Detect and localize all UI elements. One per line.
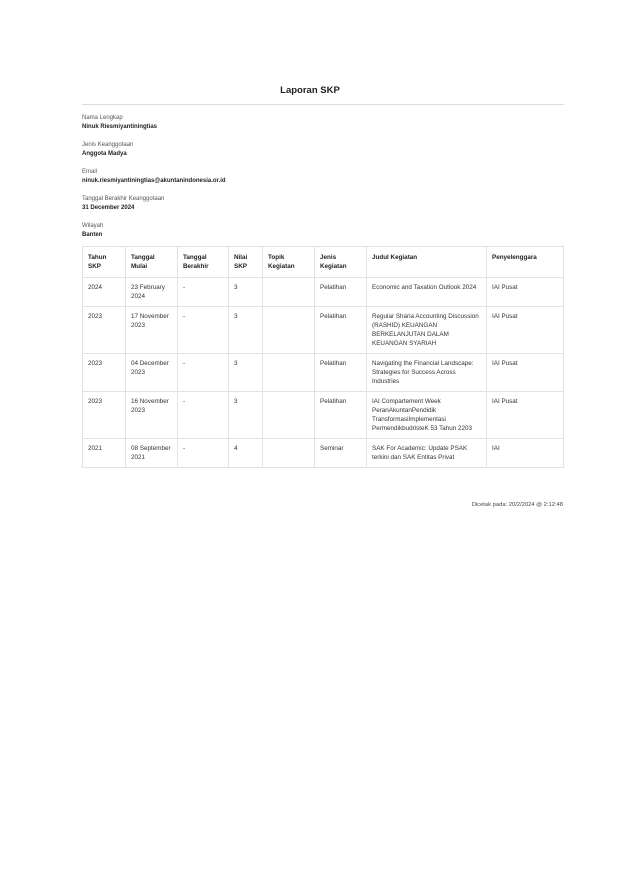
- table-cell: 2023: [83, 392, 126, 439]
- table-cell: Pelatihan: [315, 354, 367, 392]
- table-cell: IAI: [487, 439, 564, 468]
- field-value: 31 December 2024: [82, 205, 135, 211]
- table-cell: 04 December 2023: [126, 354, 178, 392]
- table-cell: [263, 354, 315, 392]
- table-cell: -: [178, 307, 229, 354]
- table-cell: 3: [229, 307, 263, 354]
- table-cell: -: [178, 392, 229, 439]
- table-row: [83, 307, 564, 354]
- table-cell: [263, 307, 315, 354]
- column-header: Jenis Kegiatan: [315, 247, 367, 278]
- table-cell: 23 February 2024: [126, 278, 178, 307]
- table-cell: 17 November 2023: [126, 307, 178, 354]
- table-cell: -: [178, 354, 229, 392]
- column-header: Nilai SKP: [229, 247, 263, 278]
- field-label: Tanggal Berakhir Keanggotaan: [82, 196, 165, 202]
- field-jenis-keanggotaan: [82, 141, 562, 159]
- table-cell: IAI Pusat: [487, 354, 564, 392]
- table-row: [83, 354, 564, 392]
- table-cell: 3: [229, 392, 263, 439]
- skp-table: [82, 246, 564, 468]
- table-cell: -: [178, 278, 229, 307]
- table-cell: IAI Pusat: [487, 392, 564, 439]
- table-cell: Pelatihan: [315, 392, 367, 439]
- table-cell: [263, 278, 315, 307]
- table-cell: IAI Compartement Week PeranAkuntanPendidik TransformasiImplementasi PermendikbudristeK 53 Tahun 2203: [367, 392, 487, 439]
- column-header: Tahun SKP: [83, 247, 126, 278]
- field-nama-lengkap: [82, 114, 562, 132]
- table-cell: Economic and Taxation Outlook 2024: [367, 278, 487, 307]
- table-cell: Pelatihan: [315, 278, 367, 307]
- member-details: [82, 114, 562, 249]
- column-header: Topik Kegiatan: [263, 247, 315, 278]
- field-value: Banten: [82, 232, 103, 238]
- field-label: Wilayah: [82, 223, 104, 229]
- field-wilayah: [82, 222, 562, 240]
- field-tanggal-berakhir: [82, 195, 562, 213]
- table-cell: SAK For Academic: Update PSAK terkini dan SAK Entitas Privat: [367, 439, 487, 468]
- table-cell: Seminar: [315, 439, 367, 468]
- table-cell: Navigating the Financial Landscape: Strategies for Success Across Industries: [367, 354, 487, 392]
- table-row: [83, 439, 564, 468]
- column-header: Tanggal Berakhir: [178, 247, 229, 278]
- title-divider: [82, 104, 564, 105]
- printed-timestamp: Dicetak pada: 20/2/2024 @ 2:12:48: [471, 502, 563, 508]
- field-label: Nama Lengkap: [82, 115, 123, 121]
- table-cell: [263, 392, 315, 439]
- report-title: Laporan SKP: [280, 85, 340, 96]
- field-value: Anggota Madya: [82, 151, 127, 157]
- table-cell: Pelatihan: [315, 307, 367, 354]
- field-label: Email: [82, 169, 98, 175]
- table-header-row: [83, 247, 564, 278]
- table-cell: 2023: [83, 307, 126, 354]
- field-value: ninuk.riesmiyantiningtias@akuntanindonesia.or.id: [82, 178, 226, 184]
- table-cell: 16 November 2023: [126, 392, 178, 439]
- table-cell: 2021: [83, 439, 126, 468]
- field-email: [82, 168, 562, 186]
- table-cell: IAI Pusat: [487, 278, 564, 307]
- column-header: Tanggal Mulai: [126, 247, 178, 278]
- table-cell: -: [178, 439, 229, 468]
- field-label: Jenis Keanggotaan: [82, 142, 134, 148]
- field-value: Ninuk Riesmiyantiningtias: [82, 124, 158, 130]
- table-row: [83, 278, 564, 307]
- table-cell: Regular Sharia Accounting Discussion (RASHID) KEUANGAN BERKELANJUTAN DALAM KEUANGAN SYARIAH: [367, 307, 487, 354]
- table-cell: 2024: [83, 278, 126, 307]
- table-cell: 3: [229, 278, 263, 307]
- table-cell: [263, 439, 315, 468]
- table-cell: IAI Pusat: [487, 307, 564, 354]
- column-header: Penyelenggara: [487, 247, 564, 278]
- table-cell: 08 September 2021: [126, 439, 178, 468]
- table-cell: 2023: [83, 354, 126, 392]
- column-header: Judul Kegiatan: [367, 247, 487, 278]
- table-row: [83, 392, 564, 439]
- table-cell: 3: [229, 354, 263, 392]
- table-cell: 4: [229, 439, 263, 468]
